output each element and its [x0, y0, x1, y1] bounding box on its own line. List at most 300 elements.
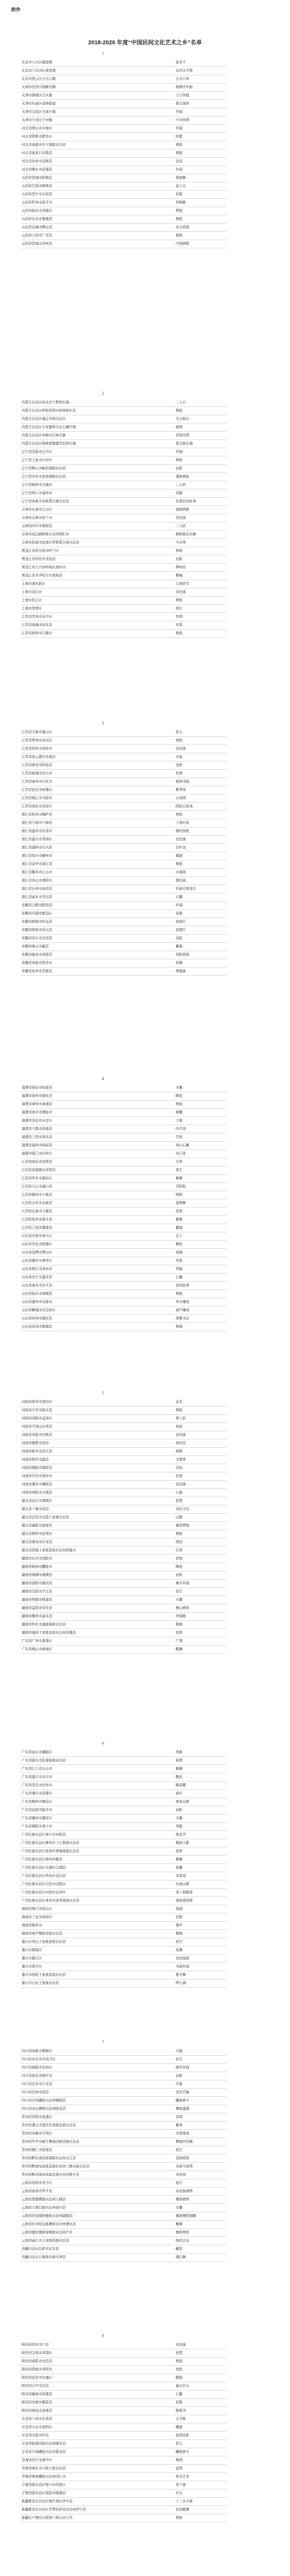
art-project: 腰鼓 [176, 2376, 183, 2380]
art-project: 葫芦雕刻 [176, 1308, 190, 1312]
art-project: 绵竹年画 [176, 2065, 190, 2070]
place-name: 山西省长治市黎城县 [22, 217, 53, 221]
art-project: 壮族山歌 [176, 1882, 190, 1886]
list-item [21, 2514, 227, 2522]
list-item [21, 1831, 227, 1839]
list-item [21, 1158, 227, 1166]
place-name: 新疆维吾尔自治区喀什地区莎车县 [22, 2499, 73, 2503]
art-project: 百叶龙 [176, 845, 186, 850]
art-project: 侗锦 [176, 1622, 183, 1626]
list-item [21, 2366, 227, 2374]
section-7 [21, 2040, 227, 2265]
list-item [21, 555, 227, 564]
art-project: 陶瓷 [176, 1094, 183, 1098]
art-project: 四平戏 [176, 1127, 186, 1131]
art-project: 木版年画 [176, 1964, 190, 1969]
place-name: 甘肃省甘南藏族自治州夏河县 [22, 2450, 66, 2454]
list-item [21, 761, 227, 770]
art-project: 王口炸糕 [176, 93, 190, 97]
art-project: 道情皮影 [176, 2433, 190, 2437]
art-project: 芯子 [176, 1234, 183, 1238]
place-name: 江西省吉安市永新县 [22, 1201, 53, 1205]
place-name: 江苏省南通市如东县 [22, 623, 53, 627]
attachment-label: 附件 [11, 7, 21, 12]
list-item [21, 811, 227, 819]
art-project: 皮影 [176, 466, 183, 470]
place-name: 河北省沧州市吴桥县 [22, 159, 53, 163]
list-item [21, 2374, 227, 2382]
art-project: 舞狮 [176, 1857, 183, 1861]
place-name: 贵州省安顺市平坝区 [22, 2131, 53, 2136]
place-name: 吉林省四平市梨树县 [22, 524, 53, 528]
art-project: 刺绣 [176, 425, 183, 429]
art-project: 剪纸 [176, 598, 183, 602]
place-name: 辽宁省丹东市宽甸满族自治县 [22, 474, 66, 479]
art-project: 风筝 [176, 1259, 183, 1263]
list-item [21, 597, 227, 605]
art-project: 京西太平鼓 [176, 69, 193, 73]
place-name: 浙江省宁波市宁海县 [22, 821, 53, 825]
place-name: 上海市松江区 [22, 598, 42, 602]
place-name: 江西省宜春市万载县 [22, 1209, 53, 1213]
list-item [21, 2122, 227, 2130]
list-item [21, 2237, 227, 2245]
art-project: 十里红妆 [176, 821, 190, 825]
list-item [21, 1765, 227, 1773]
place-name: 江西省赣州市于都县 [22, 1193, 53, 1197]
art-project: 民歌 [176, 911, 183, 916]
art-project: 皮影 [176, 1573, 183, 1577]
place-name: 河北省衡水市武强县 [22, 167, 53, 172]
place-name: 西藏自治区拉萨市尼木县 [22, 2247, 59, 2251]
art-project: 渔民画 [176, 878, 186, 883]
art-project: 柳琴戏 [176, 788, 186, 792]
art-project: 藏族唐卡 [176, 2098, 190, 2103]
place-name: 广西壮族自治区百色市田阳区 [22, 1882, 66, 1886]
place-name: 山东省泰安市东平县 [22, 1283, 53, 1287]
section-8 [21, 2334, 227, 2526]
place-name: 上海市奉贤区 [22, 606, 42, 611]
art-project: 剪纸 [176, 631, 183, 635]
place-name: 吉林省吉林市舒兰市 [22, 516, 53, 520]
place-name: 云南省西双版纳傣族自治州勐腊县 [22, 2214, 73, 2218]
list-item [21, 844, 227, 852]
place-name: 江苏省盐城市东台市 [22, 771, 53, 775]
list-item [21, 75, 227, 83]
list-item [21, 2056, 227, 2064]
art-project: 傩戏 [176, 2123, 183, 2127]
place-name: 湖北省襄阳市南漳县 [22, 1523, 53, 1528]
list-item [21, 860, 227, 869]
list-item [21, 2113, 227, 2122]
place-name: 山西省运城市稷山县 [22, 225, 53, 229]
place-name: 河北省唐山市丰南区 [22, 126, 53, 130]
art-project: 广绣 [176, 1639, 183, 1643]
list-item [21, 918, 227, 926]
list-item [21, 1913, 227, 1922]
place-name: 湖南省怀化市通道侗族自治县 [22, 1622, 66, 1626]
place-name: 浙江省嘉兴市秀洲区 [22, 837, 53, 841]
place-name: 上海市金山区 [22, 590, 42, 594]
art-project: 侗族大歌 [176, 1841, 190, 1845]
place-name: 湖南省郴州市嘉禾县 [22, 1614, 53, 1618]
art-project: 泥塑 [176, 1499, 183, 1503]
place-name: 黑龙江省绥化市望奎县 [22, 557, 56, 561]
art-project: 瑶绣 [176, 1758, 183, 1762]
place-name: 安徽省安庆市岳西县 [22, 936, 53, 940]
list-item [21, 1472, 227, 1481]
list-item [21, 506, 227, 514]
place-name: 湖南省长沙市浏阳市 [22, 1556, 53, 1561]
art-project: 屯堡地戏 [176, 2131, 190, 2136]
art-project: 雕漆 [176, 2425, 183, 2429]
art-project: 采茶戏 [176, 1874, 186, 1878]
place-name: 上海市浦东新区 [22, 582, 46, 586]
place-name: 广西壮族自治区柳州市三江侗族自治县 [22, 1841, 80, 1845]
section-5 [21, 1391, 227, 1657]
place-name: 陕西省咸阳市旬邑县 [22, 2359, 53, 2363]
list-item [21, 522, 227, 531]
list-item [21, 1588, 227, 1596]
place-name: 河北省承德市丰宁满族自治县 [22, 143, 66, 147]
place-name: 黑龙江省齐齐哈尔市富裕县 [22, 573, 63, 578]
list-item [21, 1971, 227, 1979]
list-item [21, 935, 227, 943]
place-name: 河南省许昌市禹州市 [22, 1474, 53, 1478]
place-name: 河南省新乡市封丘县 [22, 1449, 53, 1453]
place-name: 贵州省铜仁市思南县 [22, 2148, 53, 2152]
list-item [21, 1757, 227, 1765]
place-name: 湖北省恩施土家族苗族自治州恩施市 [22, 1548, 76, 1552]
place-name: 云南省曲靖市罗平县 [22, 2189, 53, 2193]
art-project: 剪纸 [176, 1102, 183, 1106]
art-project: 民歌 [176, 2400, 183, 2404]
list-item [21, 149, 227, 158]
place-name: 四川省绵阳市安州区 [22, 2065, 53, 2070]
art-project: 泥人 [176, 730, 183, 734]
art-project: 农民画 [176, 747, 186, 751]
place-name: 江西省上饶市婺源县 [22, 1226, 53, 1230]
list-item [21, 1464, 227, 1472]
art-project: 静板书 [176, 2409, 186, 2413]
art-project: 石雕 [176, 895, 183, 899]
art-project: 钧瓷 [176, 1474, 183, 1478]
place-name: 安徽省阜阳市界首市 [22, 961, 53, 965]
place-name: 山西省大同市广灵县 [22, 233, 53, 238]
art-project: 高跷 [176, 491, 183, 495]
place-name: 宁夏回族自治区银川市西夏区 [22, 2483, 66, 2487]
place-name: 广西壮族自治区梧州市藤县 [22, 1857, 63, 1861]
art-project: 藏族唐卡 [176, 2450, 190, 2454]
place-name: 四川省成都市郫都区 [22, 2049, 53, 2053]
art-project: 杂技 [176, 1466, 183, 1470]
list-item [21, 1864, 227, 1872]
art-project: 英歌 [176, 1750, 183, 1754]
list-item [21, 1880, 227, 1889]
place-name: 四川省甘孜藏族自治州德格县 [22, 2098, 66, 2103]
art-project: 剪纸 [176, 151, 183, 155]
page-number: 5 [101, 1391, 105, 1395]
list-item [21, 1241, 227, 1249]
art-project: 摆手舞 [176, 1973, 186, 1977]
document-title: 2018-2020 年度“中国民间文化艺术之乡”名单 [88, 40, 202, 46]
place-name: 湖北省宜昌市长阳土家族自治县 [22, 1515, 70, 1519]
art-project: 滩头年画 [176, 1581, 190, 1585]
art-project: 农民画 [176, 590, 186, 594]
art-project: 彝族漆器 [176, 2107, 190, 2111]
place-name: 云南省昆明市晋宁区 [22, 2181, 53, 2185]
list-item [21, 1142, 227, 1150]
art-project: 青阳腔 [176, 1184, 186, 1189]
place-name: 天津市西青区杨柳青镇 [22, 85, 56, 89]
art-project: 川剧 [176, 2049, 183, 2053]
list-item [21, 1150, 227, 1158]
list-item [21, 778, 227, 786]
place-name: 天津市静海区台头镇 [22, 93, 53, 97]
list-item [21, 1798, 227, 1806]
list-item [21, 2212, 227, 2221]
art-project: 杂技 [176, 159, 183, 163]
art-project: 毛笔 [176, 1160, 183, 1164]
place-name: 四川省达州市渠县 [22, 2090, 49, 2094]
list-item [21, 1323, 227, 1331]
place-name: 安徽省宿州市灵璧县 [22, 969, 53, 973]
art-project: 竹纸 [176, 1135, 183, 1139]
list-item [21, 2188, 227, 2196]
art-project: 徽墨 [176, 944, 183, 948]
list-item [21, 1290, 227, 1298]
list-item [21, 473, 227, 481]
list-item [21, 2473, 227, 2481]
place-name: 山东省德州市乐陵市 [22, 1300, 53, 1304]
art-project: 飘色 [176, 1775, 183, 1779]
list-item [21, 191, 227, 199]
list-item [21, 2179, 227, 2188]
place-name: 甘肃省天水市麦积区 [22, 2425, 53, 2429]
place-name: 青海省海东市互助土族自治县 [22, 2466, 66, 2470]
art-project: 皮影 [176, 557, 183, 561]
place-name: 海南省儋州市 [22, 1923, 42, 1927]
page-number: 7 [101, 2040, 105, 2044]
art-project: 朝鲜族农乐舞 [176, 532, 196, 536]
place-name: 山东省淄博市博山区 [22, 1250, 53, 1255]
list-item [21, 1563, 227, 1571]
list-item [21, 2498, 227, 2506]
list-item [21, 943, 227, 951]
art-project: 农民画 [176, 2343, 186, 2347]
art-project: 盘子会 [176, 184, 186, 188]
art-project: 农民画 [176, 1482, 186, 1486]
list-item [21, 1922, 227, 1930]
place-name: 江苏省淮安市盱眙县 [22, 763, 53, 767]
list-item [21, 893, 227, 902]
place-name: 贵州省贵阳市花溪区 [22, 2115, 53, 2119]
list-item [21, 465, 227, 473]
place-name: 青海省黄南藏族自治州同仁市 [22, 2475, 66, 2479]
place-name: 江西省景德镇市浮梁县 [22, 1168, 56, 1172]
place-name: 福建省宁德市屏南县 [22, 1127, 53, 1131]
art-project: 皮影 [176, 1808, 183, 1812]
list-item [21, 108, 227, 116]
place-name: 浙江省绍兴市嵊州市 [22, 854, 53, 858]
list-item [21, 1199, 227, 1208]
place-name: 湖南省益阳市安化县 [22, 1606, 53, 1610]
art-project: 十二木卡姆 [176, 2499, 193, 2503]
list-item [21, 1555, 227, 1563]
art-project: 太极拳 [176, 1458, 186, 1462]
place-name: 河南省洛阳市孟津区 [22, 1416, 53, 1420]
place-name: 河南省鹤壁市浚县 [22, 1441, 49, 1445]
art-project: 鲁锦 [176, 1325, 183, 1329]
art-project: 竹簧 [176, 2082, 183, 2086]
art-project: 苗绣 [176, 2115, 183, 2119]
place-name: 河南省开封市尉氏县 [22, 1408, 53, 1412]
art-project: 剪纸 [176, 2359, 183, 2363]
art-project: 胡集书会 [176, 1316, 190, 1320]
place-name: 江苏省苏州市吴中区 [22, 615, 53, 619]
art-project: 梅山剪纸 [176, 1606, 190, 1610]
list-item [21, 2415, 227, 2424]
art-project: 英歌 [176, 1824, 183, 1828]
art-project: 木雕 [176, 1086, 183, 1090]
place-name: 北京市门头沟区斋堂镇 [22, 69, 56, 73]
art-project: 彝族刺绣 [176, 2197, 190, 2201]
place-name: 江苏省南京市高淳区 [22, 804, 53, 808]
art-project: 评剧 [176, 450, 183, 454]
art-project: 苏绣 [176, 615, 183, 619]
list-item [21, 1872, 227, 1880]
art-project: 评剧 [176, 126, 183, 130]
list-item [21, 1100, 227, 1109]
list-item [21, 588, 227, 597]
place-name: 云南省德宏傣族景颇族自治州芒市 [22, 2230, 73, 2234]
list-item [21, 1456, 227, 1464]
art-project: 油茶 [176, 1849, 183, 1853]
art-project: 纳西古乐 [176, 2239, 190, 2243]
art-project: 客家山歌 [176, 1800, 190, 1804]
place-name: 贵州省毕节市威宁彝族回族苗族自治县 [22, 2140, 80, 2144]
place-name: 广西壮族自治区来宾市金秀瑶族自治县 [22, 1899, 80, 1903]
list-item [21, 432, 227, 440]
place-name: 安徽省淮南市凤台县 [22, 928, 53, 932]
list-item [21, 1571, 227, 1580]
art-project: 薅草锣鼓 [176, 1523, 190, 1528]
list-item [21, 1823, 227, 1831]
place-name: 广西壮族自治区北海市合浦县 [22, 1866, 66, 1870]
art-project: 蒙族舞 [176, 176, 186, 180]
list-item [21, 2221, 227, 2229]
list-item [21, 1946, 227, 1955]
art-project: 诗经文化 [176, 1507, 190, 1511]
place-name: 山东省济宁市嘉祥县 [22, 1275, 53, 1279]
list-item [21, 174, 227, 182]
art-project: 社火 [176, 2491, 183, 2495]
art-project: 苗族银饰 [176, 2156, 190, 2160]
art-project: 高台花鼓 [176, 225, 190, 229]
list-item [21, 770, 227, 778]
art-project: 土楼 [176, 1118, 183, 1123]
list-item [21, 1782, 227, 1790]
art-project: 针刺无骨花灯 [176, 887, 196, 891]
art-project: 剪纸 [176, 1408, 183, 1412]
place-name: 福建省南平市建瓯市 [22, 1110, 53, 1114]
art-project: 凤秧歌 [176, 200, 186, 205]
list-item [21, 1604, 227, 1613]
list-item [21, 1415, 227, 1423]
art-project: 草原风情 [176, 433, 190, 437]
list-item [21, 2358, 227, 2366]
list-item [21, 1522, 227, 1530]
art-project: 年画 [176, 167, 183, 172]
place-name: 四川省南充市阆中市 [22, 2074, 53, 2078]
place-name: 广东省湛江市吴川市 [22, 1775, 53, 1779]
place-name: 云南省红河哈尼族彝族自治州建水县 [22, 2222, 76, 2226]
art-project: 彩灯 [176, 2057, 183, 2061]
art-project: 杨柳青年画 [176, 85, 193, 89]
place-name: 河北省张家口市蔚县 [22, 151, 53, 155]
art-project: 花灯 [176, 1940, 183, 1944]
art-project: 钟馗画 [176, 969, 186, 973]
art-project: 傣族剪纸 [176, 2230, 190, 2234]
art-project: 剪纸 [176, 2516, 183, 2520]
list-item [21, 92, 227, 100]
list-item [21, 2097, 227, 2105]
place-name: 河南省郑州市登封市 [22, 1400, 53, 1404]
list-item [21, 564, 227, 572]
place-name: 江苏省镇江市丹阳市 [22, 796, 53, 800]
list-item [21, 1749, 227, 1757]
list-item [21, 1955, 227, 1963]
place-name: 宁夏回族自治区固原市隆德县 [22, 2491, 66, 2495]
place-name: 云南省楚雄彝族自治州大姚县 [22, 2197, 66, 2201]
place-name: 黑龙江省哈尔滨市呼兰区 [22, 549, 59, 553]
art-project: 木雕 [176, 2206, 183, 2210]
art-project: 琉璃 [176, 1250, 183, 1255]
list-item [21, 59, 227, 67]
place-name: 浙江省丽水市青田县 [22, 895, 53, 899]
list-item [21, 1938, 227, 1946]
place-name: 河南省安阳市内黄县 [22, 1433, 53, 1437]
place-name: 浙江省湖州市长兴县 [22, 845, 53, 850]
art-project: 锣鼓 [176, 209, 183, 213]
art-project: 烙画 [176, 1425, 183, 1429]
list-item [21, 1208, 227, 1216]
art-project: 民间歌舞 [176, 2507, 190, 2512]
list-item [21, 852, 227, 860]
art-project: 舞狮 [176, 1767, 183, 1771]
art-project: 板桥书画 [176, 779, 190, 784]
art-project: 琼剧 [176, 1907, 183, 1911]
art-project: 布依戏 [176, 2173, 186, 2177]
art-project: 满族秧歌 [176, 507, 190, 512]
art-project: 民歌 [176, 192, 183, 196]
list-item [21, 100, 227, 108]
place-name: 浙江省台州市仙居县 [22, 887, 53, 891]
art-project: 盾牌舞 [176, 1201, 186, 1205]
place-name: 辽宁省沈阳市辽中区 [22, 450, 53, 454]
list-item [21, 621, 227, 630]
art-project: 水晶 [176, 755, 183, 759]
place-name: 陕西省西安市户县 [22, 2343, 49, 2347]
list-item [21, 399, 227, 407]
list-item [21, 613, 227, 621]
art-project: 古北口风 [176, 77, 190, 81]
list-item [21, 2440, 227, 2448]
art-project: 寿山石雕 [176, 1143, 190, 1147]
list-item [21, 580, 227, 588]
art-project: 傩舞 [176, 1217, 183, 1222]
art-project: 啰儿调 [176, 1981, 186, 1985]
